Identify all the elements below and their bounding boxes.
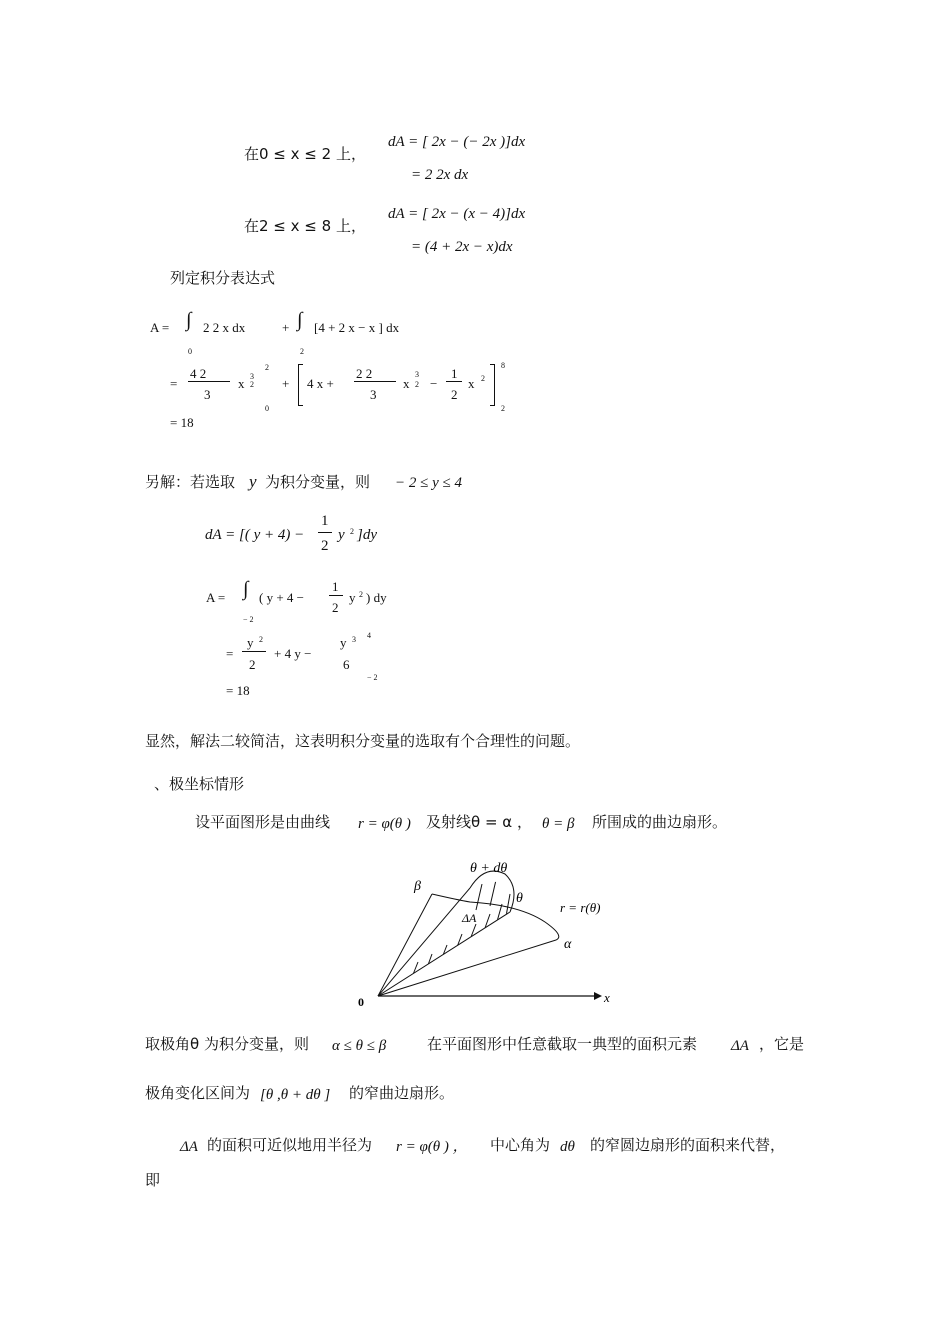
fraction-bar: [318, 532, 332, 533]
label-theta: θ: [516, 891, 523, 906]
integral1-sup2: 2: [265, 363, 269, 372]
integral1-result: = 18: [170, 415, 194, 430]
polar-intro-t2: 及射线θ = α ，: [426, 813, 532, 831]
alt-a-half-den: 2: [332, 600, 339, 615]
alt-result: = 18: [226, 683, 250, 698]
alt-text2: 为积分变量，则: [265, 473, 371, 491]
integral1-b-minus: −: [430, 376, 438, 391]
alt-a-mid: ( y + 4 −: [259, 590, 304, 605]
right-bracket: [490, 364, 495, 406]
integral1-b-half-num: 1: [451, 366, 458, 381]
integral1-plus2: +: [282, 376, 290, 391]
integral1-lim2-lo: 2: [300, 347, 304, 356]
case1-label: 在0 ≤ x ≤ 2 上，: [244, 145, 366, 163]
case1-line1: dA = [ 2x − (− 2x )]dx: [388, 134, 526, 150]
polar-intro-t3: 所围成的曲边扇形。: [592, 813, 728, 831]
integral1-exp32b: 2: [250, 380, 254, 389]
fraction-bar: [242, 651, 266, 652]
heading-integral: 列定积分表达式: [170, 269, 276, 287]
para1-t1: 取极角θ 为积分变量，则: [145, 1035, 309, 1053]
integral1-frac-den: 3: [204, 387, 211, 402]
alt-a-end: ) dy: [366, 590, 387, 605]
para3-r: r = φ(θ ) ，: [396, 1139, 468, 1155]
alt-r-lo: − 2: [367, 673, 378, 682]
para1-t2: 在平面图形中任意截取一典型的面积元素: [427, 1035, 698, 1053]
integral1-exp32: 3: [250, 372, 254, 381]
para3-dtheta: dθ: [560, 1139, 575, 1155]
case2-line1: dA = [ 2x − (x − 4)]dx: [388, 206, 526, 222]
alt-da-end: ]dy: [357, 527, 377, 543]
alt-a-left: A =: [206, 590, 226, 605]
integral1-b-exp2: 2: [415, 380, 419, 389]
x-axis-arrow-icon: [594, 992, 602, 1000]
fraction-bar: [354, 381, 396, 382]
para4: 即: [145, 1171, 161, 1189]
alt-a-lo: − 2: [243, 615, 254, 624]
integral1-up8: 8: [501, 361, 505, 370]
hatch-strip: [410, 880, 510, 982]
alt-r-6: 6: [343, 657, 350, 672]
alt-r-num: y: [247, 635, 254, 650]
case2-line2: = (4 + 2x − x)dx: [411, 239, 513, 255]
alt-a-exp: 2: [359, 590, 363, 599]
label-origin: 0: [358, 995, 364, 1009]
para1-da: ΔA: [731, 1038, 749, 1054]
label-alpha: α: [564, 937, 572, 952]
alt-r-mid: + 4 y −: [274, 646, 312, 661]
integral1-b-exp: 3: [415, 370, 419, 379]
integral1-b-x: x: [403, 376, 410, 391]
integral1-a-eq: A =: [150, 320, 170, 335]
ray-beta: [378, 894, 432, 996]
integral1-lim1-lo: 0: [188, 347, 192, 356]
polar-intro-t1: 设平面图形是由曲线: [195, 813, 331, 831]
integral1-b-x2exp: 2: [481, 374, 485, 383]
alt-r-y3: y: [340, 635, 347, 650]
ray-theta: [378, 912, 510, 996]
para3-t1: 的面积可近似地用半径为: [207, 1136, 373, 1154]
alt-var: y: [249, 472, 257, 491]
alt-text: 另解：若选取: [145, 473, 236, 491]
alt-a-half-num: 1: [332, 579, 339, 594]
para1-t3: ，它是: [759, 1035, 805, 1053]
integral-sign-icon: ∫: [297, 309, 303, 331]
label-beta: β: [414, 879, 421, 894]
integral1-b-half-den: 2: [451, 387, 458, 402]
label-curve: r = r(θ): [560, 900, 601, 915]
label-x-axis: x: [604, 990, 610, 1005]
alt-r-eq: =: [226, 646, 234, 661]
polar-sector-figure: [350, 850, 630, 1015]
alt-a-y: y: [349, 590, 356, 605]
integral1-sub0: 0: [265, 404, 269, 413]
alt-da-half-num: 1: [321, 513, 329, 529]
integral1-lo2: 2: [501, 404, 505, 413]
polar-intro-eq: r = φ(θ ): [358, 816, 411, 832]
curve-r: [432, 894, 559, 940]
alt-r-den: 2: [249, 657, 256, 672]
alt-range: − 2 ≤ y ≤ 4: [395, 475, 462, 491]
polar-intro-eq2: θ = β: [542, 816, 575, 832]
ray-theta-dtheta: [378, 888, 470, 996]
integral1-plus: +: [282, 320, 290, 335]
integral1-b-4x: 4 x +: [307, 376, 334, 391]
para1-range: α ≤ θ ≤ β: [332, 1038, 387, 1054]
integral1-eq: =: [170, 376, 178, 391]
integral1-frac-num: 4 2: [190, 366, 207, 381]
section-polar-heading: 、极坐标情形: [154, 775, 245, 793]
fraction-bar: [329, 595, 343, 596]
para3-t3: 的窄圆边扇形的面积来代替，: [590, 1136, 786, 1154]
fraction-bar: [188, 381, 230, 382]
integral1-term1: 2 2 x dx: [203, 320, 246, 335]
alt-da-half-den: 2: [321, 538, 329, 554]
conclusion: 显然，解法二较简洁，这表明积分变量的选取有个合理性的问题。: [145, 732, 581, 750]
para3-da: ΔA: [180, 1139, 198, 1155]
para2-interval: [θ ,θ + dθ ]: [260, 1087, 331, 1103]
integral1-b-frac-num: 2 2: [356, 366, 373, 381]
label-theta-dtheta: θ + dθ: [470, 861, 508, 876]
para2-t2: 的窄曲边扇形。: [349, 1084, 455, 1102]
alt-r-y3exp: 3: [352, 635, 356, 644]
alt-da-exp: 2: [350, 527, 354, 536]
integral1-term2: [4 + 2 x − x ] dx: [314, 320, 400, 335]
integral-sign-icon: ∫: [243, 578, 249, 600]
ray-alpha: [378, 940, 556, 996]
alt-da-right: y: [338, 527, 345, 543]
integral1-b-frac-den: 3: [370, 387, 377, 402]
left-bracket: [298, 364, 303, 406]
alt-r-up: 4: [367, 631, 371, 640]
integral1-b-x2: x: [468, 376, 475, 391]
integral1-xpow: x: [238, 376, 245, 391]
fraction-bar: [446, 381, 462, 382]
label-delta-a: ΔA: [462, 911, 477, 925]
alt-r-num-exp: 2: [259, 635, 263, 644]
integral-sign-icon: ∫: [186, 309, 192, 331]
alt-da-left: dA = [( y + 4) −: [205, 527, 305, 543]
case1-line2: = 2 2x dx: [411, 167, 469, 183]
para2-t1: 极角变化区间为: [145, 1084, 251, 1102]
para3-t2: 中心角为: [490, 1136, 551, 1154]
case2-label: 在2 ≤ x ≤ 8 上，: [244, 217, 366, 235]
